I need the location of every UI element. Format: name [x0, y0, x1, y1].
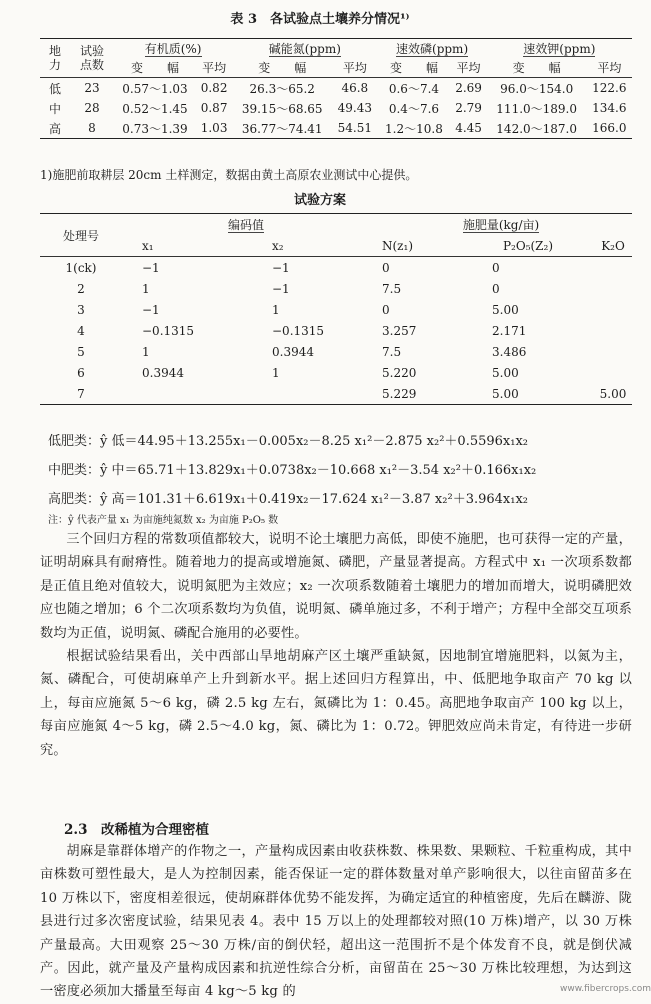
col-k2o: K₂O: [594, 235, 632, 257]
body-text: [40, 528, 632, 762]
table4-caption: 试验方案: [293, 193, 346, 208]
sub-avg: 平均: [450, 58, 486, 78]
group-nitrogen: 碱能氮(ppm): [232, 39, 377, 59]
table-row: 中 28 0.52～1.45 0.87 39.15～68.65 49.43 0.4～7.6 2.79 111.0～189.0 134.6: [48, 101, 627, 116]
equation-high: 高肥类：ŷ 高＝101.31＋6.619x₁＋0.419x₂－17.624 x₁²－3.87 x₂²＋3.964x₁x₂: [48, 492, 528, 507]
sub-range: 变 幅: [232, 58, 332, 78]
group-phosphorus: 速效磷(ppm): [377, 39, 486, 59]
col-p2o5: P₂O₅(Z₂): [462, 235, 594, 257]
section-heading: 2.3 改稀植为合理密植: [64, 822, 209, 838]
paragraph: 胡麻是靠群体增产的作物之一，产量构成因素由收获株数、株果数、果颗粒、千粒重构成，其中亩株数可塑性最大，是人为控制因素，能否保证一定的群体数量对单产影响很大，以往亩留苗多在 10 万株以下，密度相差很远，使胡麻群体优势不能发挥，为确定适宜的种植密度，先后在麟游、陇县进行过多次密度试验，结果见表 4。表中 15 万以上的处理都较对照(10 万株)增产，以 30 万株产量最高。大田观察 25～30 万株/亩的倒伏轻，超出这一范围折不是个体发育不良，就是倒伏减产。因此，就产量及产量构成因素和抗逆性综合分析，亩留苗在 25～30 万株比较理想，为达到这一密度必须加大播量至每亩 4 kg～5 kg 的: [40, 844, 632, 1000]
table-row: 1(ck) −1 −1 0 0: [65, 260, 500, 275]
table-row: 高 8 0.73～1.39 1.03 36.77～74.41 54.51 1.2～10.8 4.45 142.0～187.0 166.0: [40, 118, 632, 139]
col-x1: x₁: [122, 235, 262, 257]
col-treatment: 处理号: [40, 214, 122, 257]
col-count: 试验 点数: [70, 39, 114, 78]
table-row: 5 1 0.3944 7.5 3.486: [77, 344, 527, 359]
col-n: N(z₁): [370, 235, 462, 257]
equation-mid: 中肥类：ŷ 中＝65.71＋13.829x₁＋0.0738x₂－10.668 x₁²－3.54 x₂²＋0.166x₁x₂: [48, 463, 537, 478]
sub-range: 变 幅: [377, 58, 450, 78]
soil-nutrient-table: [40, 38, 632, 139]
table3-footnote: 1)施肥前取耕层 20cm 土样测定，数据由黄土高原农业测试中心提供。: [40, 168, 418, 182]
paragraph: 根据试验结果看出，关中西部山旱地胡麻产区土壤严重缺氮，因地制宜增施肥料，以氮为主，氮、磷配合，可使胡麻单产上升到新水平。据上述回归方程算出，中、低肥地争取亩产 70 kg 以上，每亩应施氮 5～6 kg，磷 2.5 kg 左右，氮磷比为 1：0.45。高肥地争取亩产 100 kg 以上，每亩应施氮 4～5 kg，磷 2.5～4.0 kg，氮、磷比为 1：0.72。钾肥效应尚未肯定，有待进一步研究。: [40, 649, 632, 758]
equation-low: 低肥类：ŷ 低＝44.95＋13.255x₁－0.005x₂－8.25 x₁²－2.875 x₂²＋0.5596x₁x₂: [48, 434, 528, 449]
group-code-value: 编码值: [122, 214, 370, 236]
table-row: 低 23 0.57～1.03 0.82 26.3～65.2 46.8 0.6～7.4 2.69 96.0～154.0 122.6: [48, 81, 627, 96]
paragraph: 三个回归方程的常数项值都较大，说明不论土壤肥力高低，即使不施肥，也可获得一定的产量，证明胡麻具有耐瘠性。随着地力的提高或增施氮、磷肥，产量显著提高。方程式中 x₁ 一次项系数都是正值且绝对值较大，说明氮肥为主效应；x₂ 一次项系数随着土壤肥力的增加而增大，说明磷肥效应也随之增加；6 个二次项系数均为负值，说明氮、磷单施过多，不利于增产；方程中全部交互项系数均为正值，说明氮、磷配合施用的必要性。: [40, 532, 632, 641]
body-text-2: [40, 840, 632, 1004]
table-row: 6 0.3944 1 5.220 5.00: [77, 365, 519, 380]
col-x2: x₂: [262, 235, 370, 257]
table3-caption: 表 3 各试验点土壤养分情况¹⁾: [230, 12, 410, 27]
group-fertilizer: 施肥量(kg/亩): [370, 214, 632, 236]
sub-avg: 平均: [332, 58, 377, 78]
sub-avg: 平均: [196, 58, 232, 78]
group-potassium: 速效钾(ppm): [487, 39, 632, 59]
table-row: 7 5.229 5.00 5.00: [40, 383, 632, 405]
table-row: 4 −0.1315 −0.1315 3.257 2.171: [77, 323, 527, 338]
sub-avg: 平均: [587, 58, 632, 78]
sub-range: 变 幅: [114, 58, 196, 78]
col-land: 地 力: [40, 39, 70, 78]
sub-range: 变 幅: [487, 58, 587, 78]
experiment-plan-table: [40, 213, 632, 405]
watermark: www.fibercrops.com: [560, 984, 651, 994]
table-row: 2 1 −1 7.5 0: [77, 281, 500, 296]
equation-note: 注：ŷ 代表产量 x₁ 为亩施纯氮数 x₂ 为亩施 P₂O₅ 数: [48, 515, 279, 526]
table-row: 3 −1 1 0 5.00: [77, 302, 519, 317]
group-organic: 有机质(%): [114, 39, 232, 59]
